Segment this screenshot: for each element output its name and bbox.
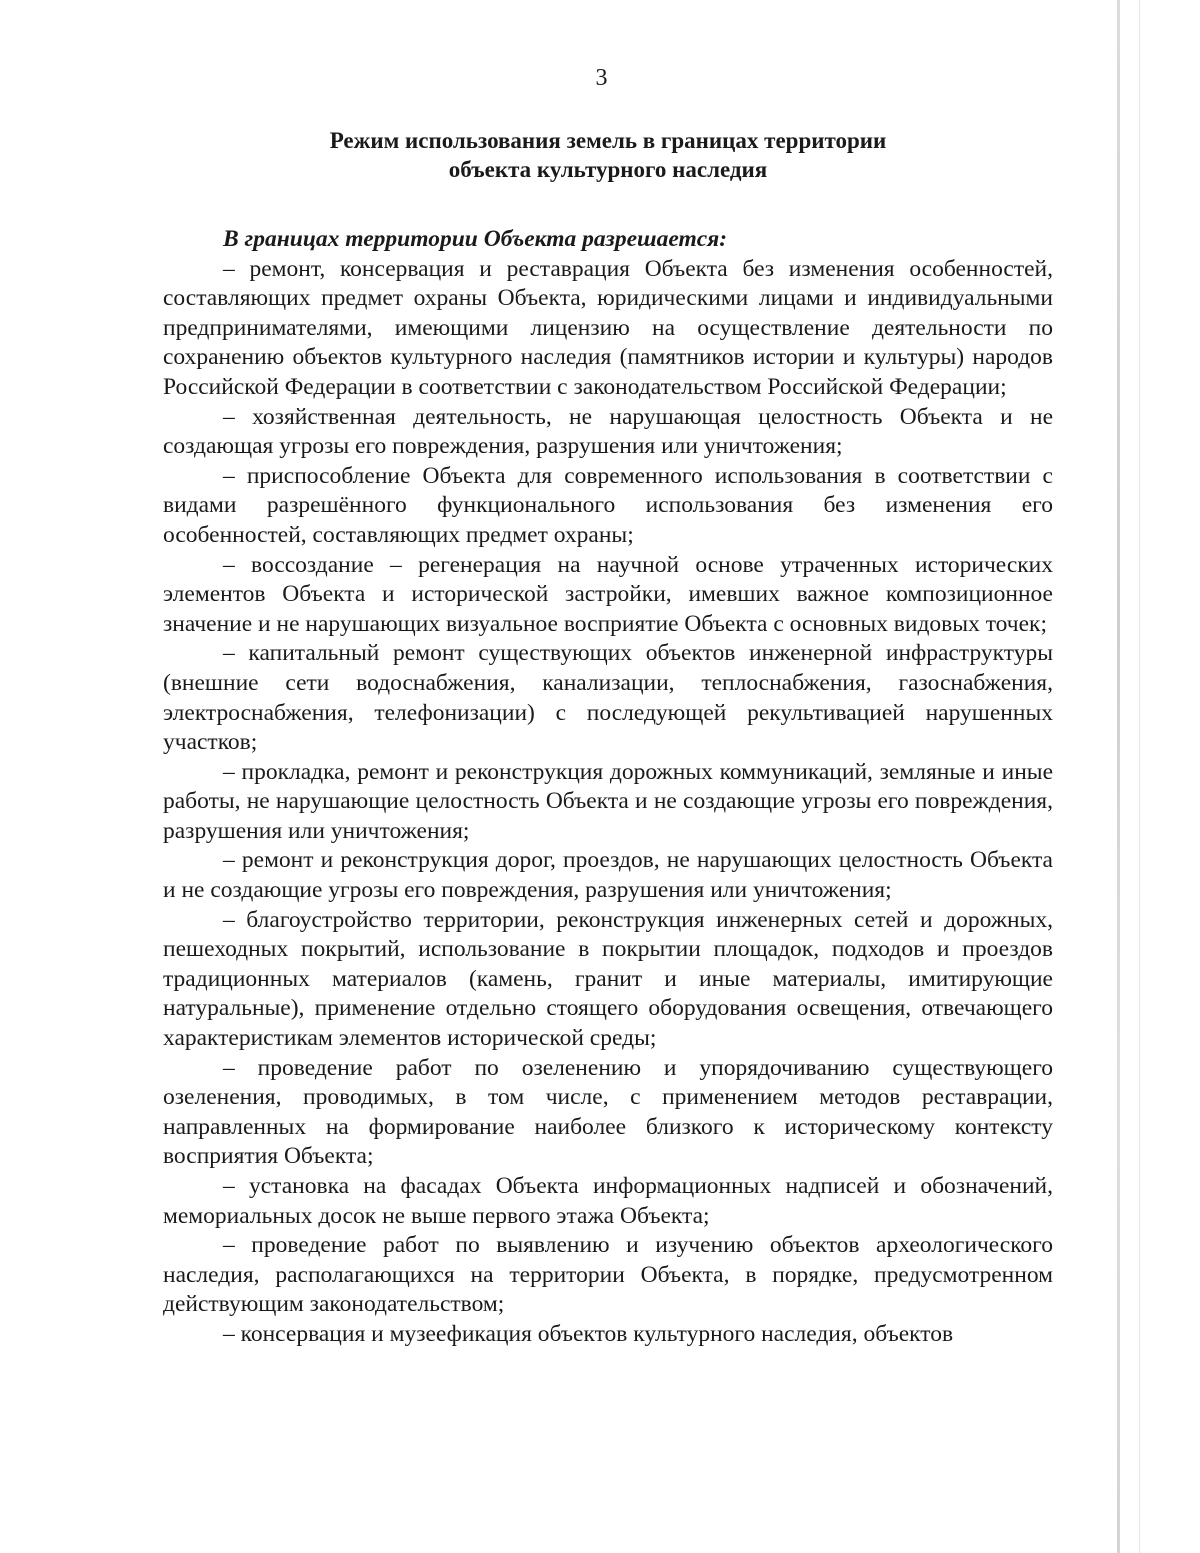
paragraph-landscaping: – благоустройство территории, реконструкция инженерных сетей и дорожных, пешеходных покрытий, использование в покрытии площадок, подходов и проездов традиционных материалов (камень, гранит и иные материалы, имитирующие натуральные), применение отдельно стоящего оборудования освещения, отвечающего характеристикам элементов исторической среды; <box>163 906 1053 1052</box>
paragraph-recreation: – воссоздание – регенерация на научной основе утраченных исторических элементов Объекта и исторической застройки, имевших важное композиционное значение и не нарушающих визуальное восприятие Объекта с основных видовых точек; <box>163 551 1053 637</box>
paragraph-adaptation: – приспособление Объекта для современного использования в соответствии с видами разрешённого функционального использования без изменения его особенностей, составляющих предмет охраны; <box>163 462 1053 548</box>
paragraph-roads-repair: – ремонт и реконструкция дорог, проездов, не нарушающих целостность Объекта и не создающие угрозы его повреждения, разрушения или уничтожения; <box>163 847 1053 904</box>
allowed-subheading: В границах территории Объекта разрешается: <box>223 226 728 252</box>
paragraph-restoration: – ремонт, консервация и реставрация Объекта без изменения особенностей, составляющих предмет охраны Объекта, юридическими лицами и индивидуальными предпринимателями, имеющими лицензию на осуществление деятельности по сохранению объектов культурного наследия (памятников истории и культуры) народов Российской Федерации в соответствии с законодательством Российской Федерации; <box>163 255 1053 400</box>
paragraph-conservation: – консервация и музеефикация объектов культурного наследия, объектов <box>223 1320 954 1347</box>
paragraph-archaeology: – проведение работ по выявлению и изучению объектов археологического наследия, располагающихся на территории Объекта, в порядке, предусмотренном действующим законодательством; <box>163 1232 1053 1318</box>
page-number: 3 <box>595 65 608 91</box>
section-title-line-1: Режим использования земель в границах территории <box>329 128 887 153</box>
scan-edge-shadow <box>1117 0 1120 1553</box>
paragraph-road-communications: – прокладка, ремонт и реконструкция дорожных коммуникаций, земляные и иные работы, не нарушающие целостность Объекта и не создающие угрозы его повреждения, разрушения или уничтожения; <box>163 758 1053 844</box>
section-title <box>163 126 1053 184</box>
document-page <box>163 60 1053 1350</box>
paragraph-economic-activity: – хозяйственная деятельность, не нарушающая целостность Объекта и не создающая угрозы его повреждения, разрушения или уничтожения; <box>163 403 1053 460</box>
paragraph-signage: – установка на фасадах Объекта информационных надписей и обозначений, мемориальных досок не выше первого этажа Объекта; <box>163 1173 1053 1229</box>
paragraph-infrastructure-repair: – капитальный ремонт существующих объектов инженерной инфраструктуры (внешние сети водоснабжения, канализации, теплоснабжения, газоснабжения, электроснабжения, телефонизации) с последующей рекультивацией нарушенных участков; <box>163 640 1053 756</box>
paragraph-greening: – проведение работ по озеленению и упорядочиванию существующего озеленения, проводимых, в том числе, с применением методов реставрации, направленных на формирование наиболее близкого к историческому контексту восприятия Объекта; <box>163 1054 1053 1170</box>
scan-edge-line <box>1139 0 1140 1553</box>
section-title-line-2: объекта культурного наследия <box>448 157 768 182</box>
